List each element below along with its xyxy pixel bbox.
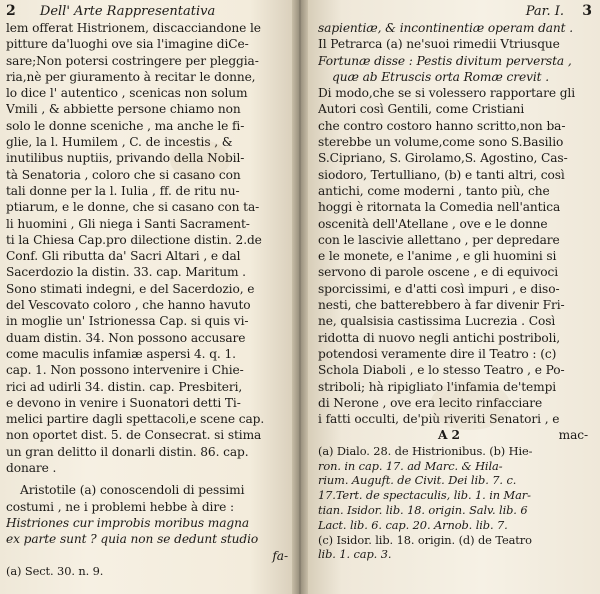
text-line: con le lascivie allettano , per depredare [318, 232, 560, 247]
signature-line [318, 427, 596, 443]
text-line: Histriones cur improbis moribus magna [6, 515, 249, 530]
text-line: ti la Chiesa Cap.pro dilectione distin. 2.de [6, 232, 262, 247]
text-line: Vmili , & abbiette persone chiamo non [6, 102, 241, 117]
book-gutter [292, 0, 308, 594]
text-line: rici ad udirli 34. distin. cap. Presbiteri, [6, 379, 243, 394]
text-line: S.Cipriano, S. Girolamo,S. Agostino, Cas- [318, 151, 568, 166]
text-line: quæ ab Etruscis orta Romæ crevit . [332, 69, 549, 84]
text-line: nesti, che batterebbero à far divenir Fri- [318, 298, 565, 313]
footnote-line: rium. Auguft. de Civit. Dei lib. 7. c. [318, 473, 517, 488]
text-line: ptiarum, e le donne, che si casano con ta- [6, 200, 260, 215]
text-line: Sacerdozio la distin. 33. cap. Maritum . [6, 265, 246, 280]
text-line: servono di parole oscene , e di equivoci [318, 265, 559, 280]
text-line: oscenità dell'Atellane , ove e le donne [318, 216, 548, 231]
text-line: Aristotile (a) conoscendoli di pessimi [20, 483, 245, 498]
text-line: non oportet dist. 5. de Consecrat. si stima [6, 428, 262, 443]
text-line: di Nerone , ove era lecito rinfacciare [318, 395, 543, 410]
footnote-line: 17.Tert. de spectaculis, lib. 1. in Mar- [318, 488, 531, 503]
text-line: i fatti occulti, de'più riveriti Senatori , e [318, 412, 560, 427]
left-running-head [6, 4, 288, 20]
text-line: ria,nè per giuramento à recitar le donne, [6, 69, 256, 84]
catchword: mac- [558, 428, 588, 443]
text-line: donare . [6, 461, 57, 476]
text-line: lem offerat Histrionem, discacciandone le [6, 21, 261, 35]
text-line: duam distin. 34. Non possono accusare [6, 330, 246, 345]
text-line: sapientiæ, & incontinentiæ operam dant . [318, 21, 574, 35]
text-line: tà Senatoria , coloro che si casano con [6, 167, 241, 182]
text-line: e le monete, e l'anime , e gli huomini si [318, 249, 557, 264]
text-line: Conf. Gli ributta da' Sacri Altari , e dal [6, 249, 241, 264]
text-line: Fortunæ disse : Pestis divitum perversta , [318, 53, 572, 68]
text-line: glie, la l. Humilem , C. de incestis , & [6, 135, 233, 150]
left-body-text [6, 20, 288, 476]
left-page [0, 0, 294, 594]
footnote-line: tian. Isidor. lib. 18. origin. Salv. lib. 6 [318, 502, 528, 517]
left-running-title: Dell' Arte Rappresentativa [39, 4, 216, 19]
text-line: Il Petrarca (a) ne'suoi rimedii Vtriusque [318, 37, 560, 52]
footnote-line: Lact. lib. 6. cap. 20. Arnob. lib. 7. [318, 517, 508, 532]
text-line: del Vescovato coloro , che hanno havuto [6, 298, 251, 313]
text-line: sporcissimi, e d'atti così impuri , e diso- [318, 281, 560, 296]
left-page-number: 2 [6, 3, 16, 19]
left-lower-paragraph [6, 482, 288, 563]
text-line: che contro costoro hanno scritto,non ba- [318, 118, 566, 133]
text-line: hoggi è ritornata la Comedia nell'antica [318, 200, 561, 215]
text-line: Schola Diaboli , e lo stesso Teatro , e Po- [318, 363, 565, 378]
text-line: li huomini , Gli niega i Santi Sacrament- [6, 216, 250, 231]
footnote-line: (a) Dialo. 28. de Histrionibus. (b) Hie- [318, 443, 533, 458]
text-line: Sono stimati indegni, e del Sacerdozio, e [6, 281, 255, 296]
text-line: ridotta di nuovo negli antichi postriboli, [318, 330, 561, 345]
paper-stain [430, 380, 510, 430]
text-line: lo dice l' autentico , scenicas non solum [6, 86, 248, 101]
paper-stain [170, 140, 230, 180]
right-footnotes [318, 444, 596, 562]
right-running-head [318, 4, 596, 20]
text-line: Di modo,che se si volessero rapportare gli [318, 86, 576, 101]
text-line: un gran delitto il donarli distin. 86. cap. [6, 444, 249, 459]
text-line: ex parte sunt ? quia non se dedunt studio [6, 532, 259, 547]
text-line: tali donne per la l. Iulia , ff. de ritu nu- [6, 183, 240, 198]
text-line: costumi , ne i problemi hebbe à dire : [6, 499, 234, 514]
signature-mark: A 2 [438, 428, 460, 443]
text-line: Autori così Gentili, come Cristiani [318, 102, 525, 117]
left-footnotes [6, 564, 288, 579]
text-line: pitture da'luoghi ove sia l'imagine diCe- [6, 37, 249, 52]
footnote-line: (a) Sect. 30. n. 9. [6, 563, 104, 578]
text-line: striboli; hà ripigliato l'infamia de'tempi [318, 379, 557, 394]
text-line: e devono in venire i Suonatori detti Ti- [6, 395, 241, 410]
right-page-number: 3 [582, 3, 592, 19]
text-line: antichi, come moderni , tanto più, che [318, 183, 550, 198]
text-line: potendosi veramente dire il Teatro : (c) [318, 346, 557, 361]
text-line: come maculis infamiæ aspersi 4. q. 1. [6, 346, 236, 361]
text-line: inutilibus nuptiis, privando della Nobil- [6, 151, 245, 166]
catchword: fa- [272, 548, 288, 563]
text-line: sare;Non potersi costringere per pleggia- [6, 53, 259, 68]
text-line: cap. 1. Non possono intervenire i Chie- [6, 363, 244, 378]
footnote-line: (c) Isidor. lib. 18. origin. (d) de Teatro [318, 532, 532, 547]
text-line: sterebbe un volume,come sono S.Basilio [318, 135, 564, 150]
right-page [306, 0, 600, 594]
footnote-line: lib. 1. cap. 3. [318, 547, 392, 562]
text-line: siodoro, Tertulliano, (b) e tanti altri, così [318, 167, 565, 182]
text-line: solo le donne sceniche , ma anche le fi- [6, 118, 245, 133]
text-line: melici partire dagli spettacoli,e scene cap. [6, 412, 265, 427]
right-running-title: Par. I. [525, 4, 564, 19]
text-line: in moglie un' Istrionessa Cap. si quis vi- [6, 314, 249, 329]
footnote-line: ron. in cap. 17. ad Marc. & Hila- [318, 458, 503, 473]
text-line: ne, qualsisia castissima Lucrezia . Così [318, 314, 556, 329]
